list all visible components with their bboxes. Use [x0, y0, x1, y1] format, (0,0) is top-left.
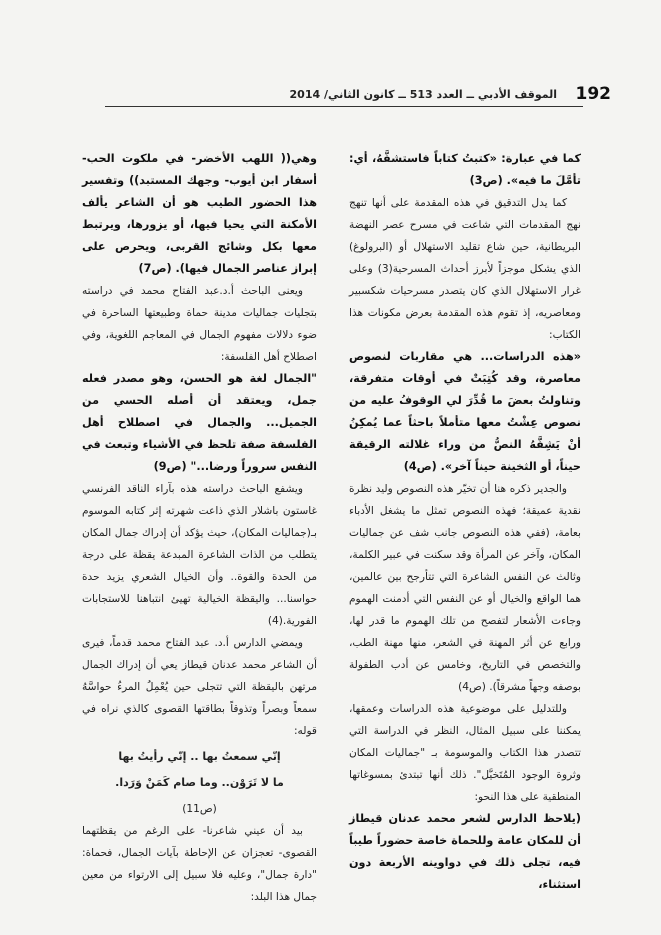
paragraph: بيد أن عيني شاعرنا- على الرغم من يقظتهما القصوى- تعجزان عن الإحاطة بآيات الجمال، فحماة: "دارة جمال"، وعليه فلا سبيل إلى الارتواء من معين جمال هذا البلد:	[82, 825, 317, 903]
left-column	[82, 148, 317, 908]
page-number: 192	[575, 84, 611, 104]
paragraph: كما في عبارة: «كتبتُ كتاباً فاستشفَّهُ، أي: تأمَّلَ ما فيه». (ص3)	[349, 152, 581, 187]
quote-paragraph: «هذه الدراسات... هي مقاربات لنصوص معاصرة، وقد كُتِبَتْ في أوقات متفرقة، وتناولتُ بعضَ ما قُدِّرَ لي الوقوفُ عليه من نصوص عِشْتُ معها متأملاً باحثاً عما يُمكِنُ أنْ يَشِفَّهُ النصُّ من وراء غلالته الرقيقة حيناً، أو الثخينة حيناً آخر». (ص4)	[349, 350, 581, 473]
paragraph: ويشفع الباحث دراسته هذه بآراء الناقد الفرنسي غاستون باشلار الذي ذاعت شهرته إثر كتابه الموسوم بـ(جماليات المكان)، حيث يؤكد أن إدراك جمال المكان يتطلب من الذات الشاعرة المبدعة يقظة على درجة من الحدة والقوة.. وأن الخيال الشعري يزيد حدة حواسنا... واليقظة الخيالية تهيئ انتباهنا للاستجابات الفورية.(4)	[82, 483, 317, 627]
running-header: الموقف الأدبي ــ العدد 513 ــ كانون الثاني/ 2014	[289, 88, 557, 101]
paragraph: والجدير ذكره هنا أن تخيّر هذه النصوص وليد نظرة نقدية عميقة؛ فهذه النصوص تمثل ما يشغل الأدباء بعامة، (ففي هذه النصوص جانب شف عن جماليات المكان، وآخر عن المرأة وقد سكنت في عبير الكلمة، وثالث عن النفس الشاعرة التي تتأرجح بين عالمين، هما الواقع والخيال أو عن النفس التي أدمنت الهموم وجاءت الأشعار لتفصح من تلك الهموم ما قدر لها، ورابع عن أثر المهنة في الشعر، منها مهنة الطب، والتخصص في التاريخ، وخامس عن أدب الطفولة بوصفه وجهاً مشرقاً). (ص4)	[349, 483, 581, 693]
verse-line: ما لا تَرَوْن.. وما صام كَمَنْ وَرَدا.	[115, 776, 284, 789]
verse-line: إنّي سمعتُ بها .. إنّي رأيتُ بها	[118, 750, 281, 763]
paragraph: كما يدل التدقيق في هذه المقدمة على أنها تنهج نهج المقدمات التي شاعت في مسرح عصر النهضة البريطانية، حين شاع تقليد الاستهلال أو (البرولوغ) الذي يشكل موجزاً لأبرز أحداث المسرحية(3) وعلى غرار الاستهلال الذي كان يتصدر مسرحيات شكسبير ومعاصريه، إذ تقوم هذه المقدمة بعرض مكونات هذا الكتاب:	[349, 197, 581, 341]
quote-paragraph: "الجمال لغة هو الحسن، وهو مصدر فعله جمل، ويعتقد أن أصله الحسي من الجميل... والجمال في اصطلاح أهل الفلسفة صفة تلحظ في الأشياء وتبعث في النفس سروراً ورضا..." (ص9)	[82, 372, 317, 473]
citation: (ص11)	[182, 803, 217, 815]
right-column	[349, 148, 581, 896]
quote-paragraph: وهي(( اللهب الأخضر- في ملكوت الحب- أسفار ابن أيوب- وجهك المستبد)) وتفسير هذا الحضور الطيب هو أن الشاعر يألف الأمكنة التي يحيا فيها، أو يزورها، ويرتبط معها بكل وشائج القربى، ويحرص على إبراز عناصر الجمال فيها). (ص7)	[82, 152, 317, 275]
paragraph: وللتدليل على موضوعية هذه الدراسات وعمقها، يمكننا على سبيل المثال، النظر في الدراسة التي تتصدر هذا الكتاب والموسومة بـ "جماليات المكان وثروة الوجود المُتَخيَّل". ذلك أنها تبتدئ بمسوغاتها المنطقية على هذا النحو:	[349, 703, 581, 803]
paragraph: ويعنى الباحث أ.د.عبد الفتاح محمد في دراسته بتجليات جماليات مدينة حماة وطبيعتها الساحرة في ضوء دلالات مفهوم الجمال في المعاجم اللغوية، وفي اصطلاح أهل الفلسفة:	[82, 285, 317, 363]
paragraph: ويمضي الدارس أ.د. عبد الفتاح محمد قدماً، فيرى أن الشاعر محمد عدنان قيطاز يعي أن إدراك الجمال مرتهن باليقظة التي تتجلى حين يُعْمِلُ المرءُ حواسَّهُ سمعاً وبصراً وتذوقاً بطاقتها القصوى كالذي نراه في قوله:	[82, 637, 317, 737]
header-rule	[105, 106, 583, 107]
quote-paragraph: (يلاحظ الدارس لشعر محمد عدنان قيطاز أن للمكان عامة وللحماة خاصة حضوراً طيباً فيه، تجلى ذلك في دواوينه الأربعة دون استثناء،	[349, 812, 581, 891]
